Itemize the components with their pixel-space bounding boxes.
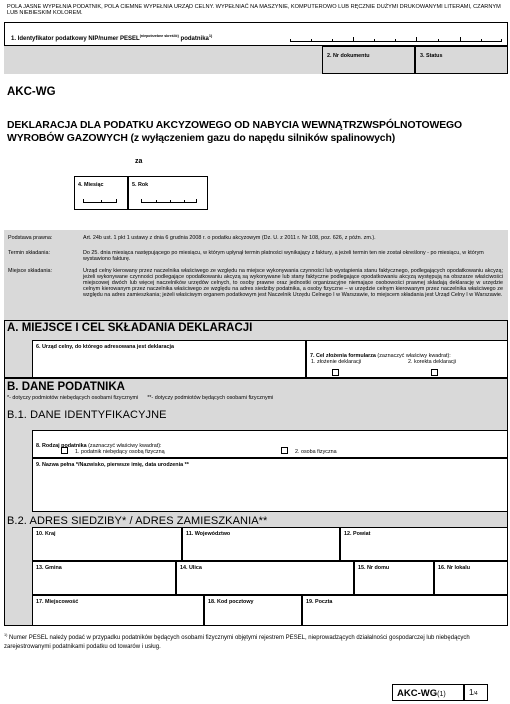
- field18-label: 18. Kod pocztowy: [208, 599, 254, 605]
- purpose-option1-label: 1. złożenie deklaracji: [311, 359, 362, 365]
- field18-box[interactable]: [204, 595, 302, 626]
- field9-label: 9. Nazwa pełna */Nazwisko, pierwsze imię, data urodzenia **: [36, 462, 189, 468]
- field19-label: 19. Poczta: [306, 599, 333, 605]
- b2-title: B.2. ADRES SIEDZIBY* / ADRES ZAMIESZKANIA**: [7, 515, 268, 527]
- purpose-declaration-checkbox[interactable]: [332, 369, 339, 376]
- field14-label: 14. Ulica: [180, 565, 202, 571]
- section-b-title: B. DANE PODATNIKA: [7, 381, 125, 393]
- field16-box[interactable]: [434, 561, 508, 595]
- field16-label: 16. Nr lokalu: [438, 565, 471, 571]
- field11-box[interactable]: [182, 527, 340, 561]
- page-number-box: [464, 684, 488, 701]
- field10-label: 10. Kraj: [36, 531, 56, 537]
- legal-block: [4, 230, 508, 320]
- field19-box[interactable]: [302, 595, 508, 626]
- field4-label: 4. Miesiąc: [78, 182, 104, 188]
- field4-box[interactable]: [74, 176, 128, 210]
- basis-label: Podstawa prawna:: [8, 235, 53, 241]
- deadline-label: Termin składania:: [8, 250, 50, 256]
- field2-label: 2. Nr dokumentu: [327, 53, 370, 59]
- basis-text: Art. 24b ust. 1 pkt 1 ustawy z dnia 6 grudnia 2008 r. o podatku akcyzowym (Dz. U. z 2011 r. Nr 108, poz. 626, z późn. zm.).: [83, 235, 376, 241]
- month-entry: [83, 199, 117, 203]
- footer-code-box: [392, 684, 464, 701]
- field14-box[interactable]: [176, 561, 354, 595]
- za-label: za: [135, 158, 143, 165]
- field8-box[interactable]: [32, 430, 508, 458]
- place-label: Miejsce składania:: [8, 268, 53, 274]
- title-line2: WYROBÓW GAZOWYCH (z wyłączeniem gazu do napędu silników spalinowych): [7, 133, 396, 144]
- field13-label: 13. Gmina: [36, 565, 62, 571]
- field12-box[interactable]: [340, 527, 508, 561]
- field8-label: 8. Rodzaj podatnika (zaznaczyć właściwy kwadrat):: [36, 443, 162, 449]
- field11-label: 11. Województwo: [186, 531, 231, 537]
- purpose-correction-checkbox[interactable]: [431, 369, 438, 376]
- field9-box[interactable]: [32, 458, 508, 512]
- field6-label: 6. Urząd celny, do którego adresowana jest deklaracja: [36, 344, 175, 350]
- title-line1: DEKLARACJA DLA PODATKU AKCYZOWEGO OD NABYCIA WEWNĄTRZWSPÓLNOTOWEGO: [7, 120, 462, 131]
- footer-code: AKC-WG(1): [397, 688, 446, 699]
- taxpayer-person-checkbox[interactable]: [281, 447, 288, 454]
- field3-label: 3. Status: [420, 53, 443, 59]
- taxpayer-option2-label: 2. osoba fizyczna: [295, 449, 337, 455]
- form-code: AKC-WG: [7, 86, 56, 98]
- taxpayer-option1-label: 1. podatnik niebędący osobą fizyczną: [75, 449, 165, 455]
- b1-title: B.1. DANE IDENTYFIKACYJNE: [7, 409, 167, 421]
- field5-label: 5. Rok: [132, 182, 149, 188]
- field2-box[interactable]: [322, 46, 415, 74]
- purpose-option2-label: 2. korekta deklaracji: [408, 359, 456, 365]
- page-number: 1/4: [469, 688, 478, 697]
- year-entry: [141, 199, 197, 203]
- nip-ticks: [290, 38, 502, 42]
- field10-box[interactable]: [32, 527, 182, 561]
- footnote: $^{1)}$ Numer PESEL należy podać w przypadku podatników będących osobami fizycznymi objętymi rejestrem PESEL, nieprowadzących działalności gospodarczej lub niebędących zarejestrowanymi podatnikami podatku od towarów i usług.: [4, 633, 470, 650]
- field17-label: 17. Miejscowość: [36, 599, 79, 605]
- section-a-title: A. MIEJSCE I CEL SKŁADANIA DEKLARACJI: [7, 322, 253, 334]
- field15-box[interactable]: [354, 561, 434, 595]
- field6-box[interactable]: [32, 340, 306, 378]
- field7-box[interactable]: [306, 340, 508, 378]
- field3-box[interactable]: [415, 46, 508, 74]
- deadline-text: Do 25. dnia miesiąca następującego po miesiącu, w którym upłynął termin płatności wynikający z faktury, a jeżeli termin ten nie został określony - po miesiącu, w którym wystawiono fakturę.: [83, 250, 484, 262]
- field17-box[interactable]: [32, 595, 204, 626]
- field12-label: 12. Powiat: [344, 531, 371, 537]
- field13-box[interactable]: [32, 561, 176, 595]
- place-text: Urząd celny kierowany przez naczelnika właściwego ze względu na miejsce wykonywania czynności lub wystąpienia stanu faktycznego, podlegających opodatkowaniu akcyzą; jeżeli wykonywane czynności podlegające opodatkowaniu akcyzą są wykonywane lub stany faktyczne podlegające opodatkowaniu akcyzą występują na obszarze właściwości miejscowej dwóch lub więcej naczelników urzędów celnych, to osoby prawne oraz jednostki organizacyjne niemające osobowości prawnej składają deklarację w urzędzie celnym kierowanym przez naczelnika właściwego ze względu na adres siedziby podatnika, a osoby fizyczne – w urzędzie celnym kierowanym przez naczelnika właściwego ze względu na adres zamieszkania; jeżeli właściwym organem podatkowym jest Naczelnik Urzędu Celnego I w Warszawie, to miejscem składania jest Urząd Celny I w Warszawie.: [83, 268, 503, 298]
- field1-box[interactable]: [4, 22, 508, 46]
- field5-box[interactable]: [128, 176, 208, 210]
- field15-label: 15. Nr domu: [358, 565, 390, 571]
- taxpayer-nonperson-checkbox[interactable]: [61, 447, 68, 454]
- field1-label: 1. Identyfikator podatkowy NIP/numer $PESEL^{(niepotrzebne skreślić)}$ podatnika$^{1)}$: [11, 34, 213, 42]
- field7-label: 7. Cel złożenia formularza (zaznaczyć właściwy kwadrat):: [310, 353, 451, 359]
- section-b-note: *- dotyczy podmiotów niebędących osobami fizycznymi **- dotyczy podmiotów będących osobami fizycznymi: [7, 395, 274, 401]
- header-note: POLA JASNE WYPEŁNIA PODATNIK, POLA CIEMNE WYPEŁNIA URZĄD CELNY. WYPEŁNIAĆ NA MASZYNIE, KOMPUTEROWO LUB RĘCZNIE DUŻYMI DRUKOWANYMI LITERAMI, CZARNYM LUB NIEBIESKIM KOLOREM.: [7, 4, 501, 17]
